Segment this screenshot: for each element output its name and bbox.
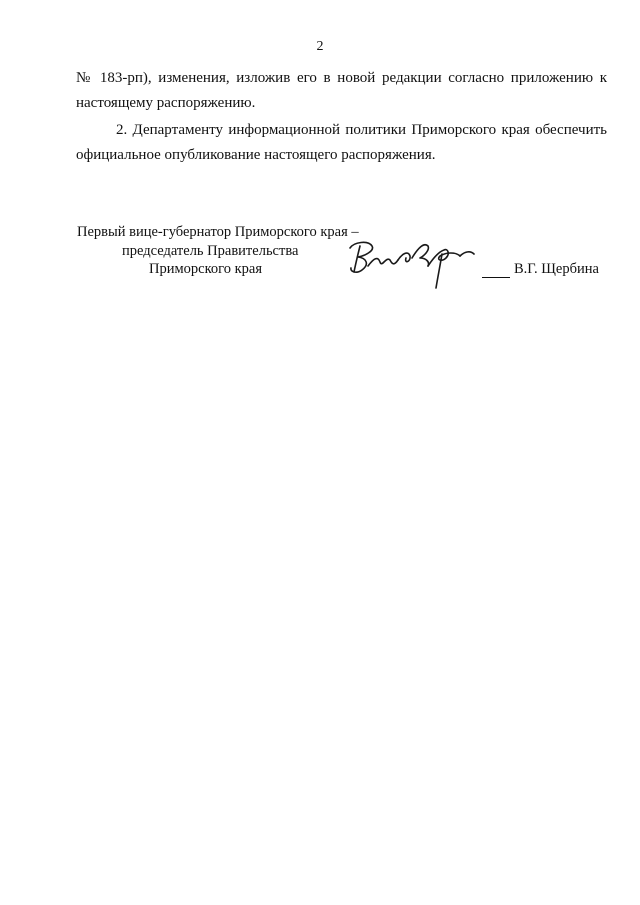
signature-underline	[482, 277, 510, 278]
signature-block	[0, 222, 640, 292]
handwritten-signature	[344, 232, 479, 294]
paragraph-continuation: № 183-рп), изменения, изложив его в новой редакции согласно приложению к настоящему распоряжению.	[76, 70, 607, 111]
signer-position-line-3: Приморского края	[149, 261, 263, 277]
signer-position-line-2: председатель Правительства	[122, 243, 299, 259]
signer-name: В.Г. Щербина	[514, 261, 599, 277]
signer-position-line-1: Первый вице-губернатор Приморского края –	[77, 224, 359, 240]
page-number: 2	[316, 39, 324, 54]
paragraph-item-2: 2. Департаменту информационной политики Приморского края обеспечить официальное опубликование настоящего распоряжения.	[76, 122, 607, 163]
